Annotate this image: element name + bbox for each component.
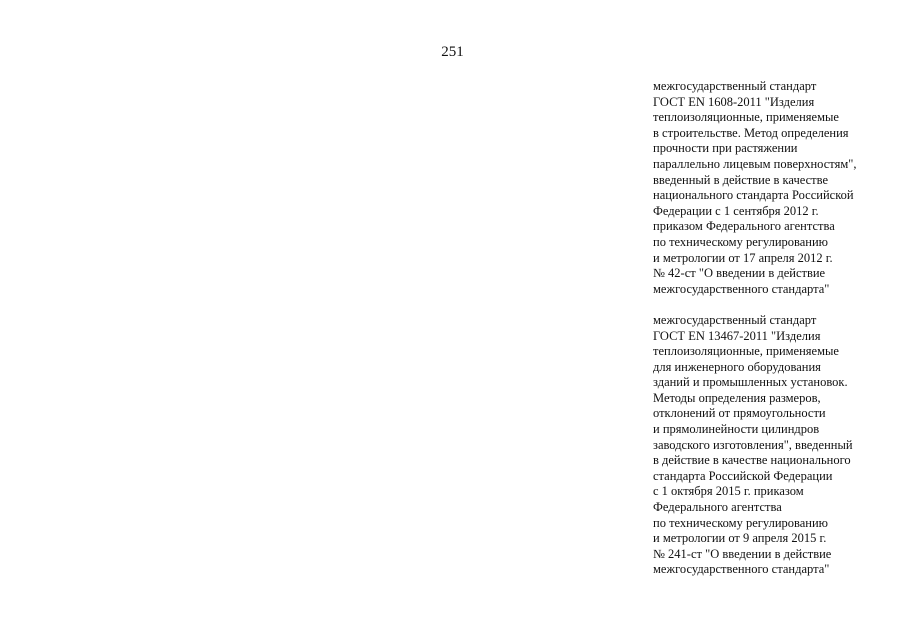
text-line: для инженерного оборудования (653, 359, 821, 374)
page-number: 251 (441, 44, 464, 60)
standards-text-column (653, 79, 898, 578)
text-line: в действие в качестве национального (653, 453, 851, 468)
text-line: прочности при растяжении (653, 141, 798, 156)
text-line: межгосударственный стандарт (653, 79, 817, 93)
text-line: теплоизоляционные, применяемые (653, 344, 839, 359)
text-line: параллельно лицевым поверхностям", (653, 156, 857, 171)
text-line: по техническому регулированию (653, 234, 829, 249)
text-line: зданий и промышленных установок. (653, 375, 848, 390)
text-line: с 1 октября 2015 г. приказом (653, 484, 804, 499)
text-line: и метрологии от 9 апреля 2015 г. (653, 531, 827, 546)
text-line: Федерации с 1 сентября 2012 г. (653, 203, 819, 218)
text-line: по техническому регулированию (653, 515, 829, 530)
text-line: ГОСТ EN 1608-2011 "Изделия (653, 94, 815, 109)
text-line: № 241-ст "О введении в действие (653, 546, 832, 561)
text-line: ГОСТ EN 13467-2011 "Изделия (653, 328, 821, 343)
text-line: национального стандарта Российской (653, 188, 854, 203)
standard-entry-gost-en-1608 (653, 79, 898, 297)
text-line: и метрологии от 17 апреля 2012 г. (653, 250, 833, 265)
text-line: межгосударственный стандарт (653, 312, 817, 327)
text-line: теплоизоляционные, применяемые (653, 110, 839, 125)
text-line: № 42-ст "О введении в действие (653, 266, 826, 281)
text-line: межгосударственного стандарта" (653, 281, 830, 296)
text-line: Методы определения размеров, (653, 390, 821, 405)
text-line: приказом Федерального агентства (653, 219, 835, 234)
text-line: в строительстве. Метод определения (653, 125, 849, 140)
text-line: отклонений от прямоугольности (653, 406, 826, 421)
text-line: и прямолинейности цилиндров (653, 422, 820, 437)
text-line: заводского изготовления", введенный (653, 437, 853, 452)
text-line: Федерального агентства (653, 500, 782, 515)
text-line: введенный в действие в качестве (653, 172, 829, 187)
text-line: стандарта Российской Федерации (653, 468, 833, 483)
standard-entry-gost-en-13467 (653, 313, 898, 578)
text-line: межгосударственного стандарта" (653, 562, 830, 577)
